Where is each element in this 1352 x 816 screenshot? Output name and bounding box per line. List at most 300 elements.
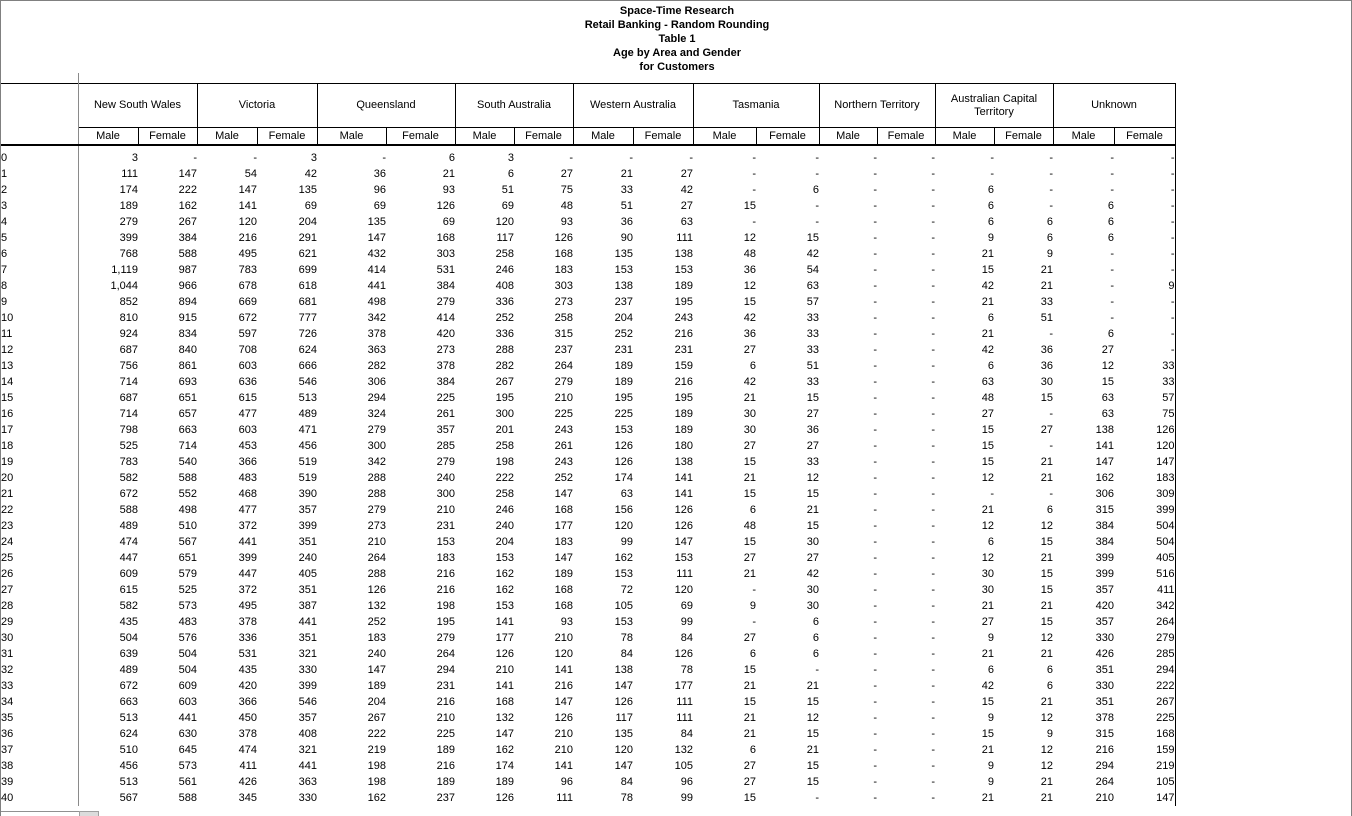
value-cell: 105 (614, 600, 633, 612)
value-cell: - (931, 440, 935, 452)
value-cell: 714 (119, 408, 138, 420)
table-row-age-15 (1, 390, 1175, 406)
value-cell: 384 (436, 280, 455, 292)
value-cell: 210 (436, 504, 455, 516)
value-cell: 15 (743, 200, 756, 212)
value-cell: 42 (743, 312, 756, 324)
value-cell: 285 (1114, 646, 1175, 662)
scrollbar-fragment[interactable] (79, 811, 99, 816)
value-cell: 195 (674, 296, 693, 308)
value-cell: 321 (298, 648, 317, 660)
value-cell: 330 (1095, 632, 1114, 644)
value-cell: 441 (238, 536, 257, 548)
table-row-age-32 (1, 662, 1175, 678)
value-cell: 504 (1114, 518, 1175, 534)
value-cell: 27 (1040, 424, 1053, 436)
value-cell: 9 (749, 600, 756, 612)
value-cell: 63 (1101, 392, 1114, 404)
value-cell: 363 (298, 776, 317, 788)
value-cell: 6 (1046, 232, 1053, 244)
value-cell: 372 (238, 520, 257, 532)
value-cell: 603 (238, 360, 257, 372)
value-cell: 147 (178, 168, 197, 180)
value-cell: 69 (304, 200, 317, 212)
value-cell: - (931, 584, 935, 596)
value-cell: 861 (178, 360, 197, 372)
value-cell: 189 (614, 376, 633, 388)
value-cell: 15 (1101, 376, 1114, 388)
bottom-grid-line (1, 811, 81, 812)
value-cell: 414 (367, 264, 386, 276)
value-cell: 162 (367, 792, 386, 804)
value-cell: - (1110, 312, 1114, 324)
age-label: 2 (1, 182, 78, 198)
value-cell: - (873, 424, 877, 436)
value-cell: 639 (119, 648, 138, 660)
value-cell: 768 (119, 248, 138, 260)
gender-header-male: Male (573, 128, 633, 146)
age-label: 28 (1, 598, 78, 614)
value-cell: 78 (620, 792, 633, 804)
value-cell: 6 (1046, 504, 1053, 516)
value-cell: 21 (806, 680, 819, 692)
value-cell: 12 (1040, 744, 1053, 756)
table-row-age-35 (1, 710, 1175, 726)
value-cell: 315 (1095, 728, 1114, 740)
value-cell: 147 (614, 680, 633, 692)
value-cell: 51 (620, 200, 633, 212)
value-cell: 336 (495, 296, 514, 308)
value-cell: 597 (238, 328, 257, 340)
value-cell: - (1114, 214, 1175, 230)
value-cell: 21 (743, 568, 756, 580)
value-cell: 336 (238, 632, 257, 644)
table-row-age-4 (1, 214, 1175, 230)
value-cell: 27 (806, 440, 819, 452)
value-cell: 15 (806, 232, 819, 244)
column-group-header-northern-territory: Northern Territory (819, 84, 935, 128)
value-cell: 27 (1101, 344, 1114, 356)
value-cell: 243 (554, 424, 573, 436)
table-row-age-17 (1, 422, 1175, 438)
value-cell: 321 (298, 744, 317, 756)
value-cell: 411 (1114, 582, 1175, 598)
value-cell: 69 (501, 200, 514, 212)
value-cell: 174 (495, 760, 514, 772)
value-cell: 162 (495, 584, 514, 596)
value-cell: 15 (806, 520, 819, 532)
value-cell: 126 (367, 584, 386, 596)
value-cell: 21 (620, 168, 633, 180)
table-row-age-33 (1, 678, 1175, 694)
value-cell: 27 (680, 168, 693, 180)
value-cell: 6 (987, 312, 994, 324)
value-cell: 504 (178, 664, 197, 676)
value-cell: 36 (1040, 344, 1053, 356)
value-cell: - (931, 360, 935, 372)
value-cell: 240 (436, 472, 455, 484)
report-title-line-3: Table 1 (658, 33, 696, 45)
value-cell: - (931, 344, 935, 356)
value-cell: 357 (298, 504, 317, 516)
value-cell: 441 (367, 280, 386, 292)
value-cell: 273 (436, 344, 455, 356)
value-cell: 351 (1095, 696, 1114, 708)
value-cell: 300 (367, 440, 386, 452)
value-cell: 411 (239, 760, 257, 772)
value-cell: 183 (554, 536, 573, 548)
value-cell: 21 (981, 328, 994, 340)
value-cell: 258 (554, 312, 573, 324)
age-label: 11 (1, 326, 78, 342)
value-cell: 678 (238, 280, 257, 292)
value-cell: 15 (743, 792, 756, 804)
value-cell: 78 (620, 632, 633, 644)
age-label: 34 (1, 694, 78, 710)
value-cell: 15 (743, 456, 756, 468)
value-cell: - (873, 248, 877, 260)
value-cell: 561 (178, 776, 197, 788)
value-cell: 267 (367, 712, 386, 724)
value-cell: 240 (495, 520, 514, 532)
value-cell: 216 (674, 328, 693, 340)
value-cell: 489 (298, 408, 317, 420)
age-label: 30 (1, 630, 78, 646)
value-cell: 447 (238, 568, 257, 580)
value-cell: 159 (674, 360, 693, 372)
age-label: 33 (1, 678, 78, 694)
value-cell: 21 (1040, 456, 1053, 468)
value-cell: 231 (674, 344, 693, 356)
age-label: 1 (1, 166, 78, 182)
value-cell: 708 (238, 344, 257, 356)
value-cell: 63 (1101, 408, 1114, 420)
value-cell: - (752, 152, 756, 164)
value-cell: 510 (178, 520, 197, 532)
value-cell: 267 (1114, 694, 1175, 710)
value-cell: - (873, 760, 877, 772)
value-cell: - (1114, 166, 1175, 182)
value-cell: 126 (674, 520, 693, 532)
value-cell: 84 (680, 728, 693, 740)
value-cell: 141 (554, 664, 573, 676)
value-cell: 714 (178, 440, 197, 452)
value-cell: 588 (178, 792, 197, 804)
value-cell: - (931, 280, 935, 292)
value-cell: 498 (367, 296, 386, 308)
value-cell: 378 (238, 728, 257, 740)
age-label: 35 (1, 710, 78, 726)
value-cell: 441 (298, 616, 317, 628)
value-cell: 153 (674, 264, 693, 276)
value-cell: - (873, 232, 877, 244)
column-group-header-western-australia: Western Australia (573, 84, 693, 128)
age-label: 23 (1, 518, 78, 534)
value-cell: 168 (436, 232, 455, 244)
table-row-age-1 (1, 166, 1175, 182)
age-label: 13 (1, 358, 78, 374)
value-cell: 21 (981, 504, 994, 516)
value-cell: 120 (614, 744, 633, 756)
value-cell: - (873, 632, 877, 644)
value-cell: - (253, 152, 257, 164)
value-cell: 210 (554, 744, 573, 756)
age-label: 37 (1, 742, 78, 758)
value-cell: - (873, 600, 877, 612)
age-label: 19 (1, 454, 78, 470)
value-cell: 15 (1040, 392, 1053, 404)
value-cell: - (815, 664, 819, 676)
value-cell: 195 (614, 392, 633, 404)
value-cell: 330 (298, 664, 317, 676)
value-cell: 282 (367, 360, 386, 372)
value-cell: 216 (436, 568, 455, 580)
age-column-separator-tick (78, 73, 79, 83)
value-cell: 27 (743, 760, 756, 772)
value-cell: 132 (367, 600, 386, 612)
value-cell: - (931, 488, 935, 500)
value-cell: 33 (806, 344, 819, 356)
table-row-age-13 (1, 358, 1175, 374)
value-cell: 189 (554, 568, 573, 580)
value-cell: 141 (674, 472, 693, 484)
value-cell: 264 (436, 648, 455, 660)
value-cell: 210 (554, 392, 573, 404)
table-row-age-23 (1, 518, 1175, 534)
value-cell: 33 (620, 184, 633, 196)
value-cell: - (873, 296, 877, 308)
value-cell: - (931, 632, 935, 644)
gender-header-female: Female (633, 128, 693, 146)
value-cell: 495 (238, 600, 257, 612)
value-cell: 426 (1095, 648, 1114, 660)
value-cell: - (931, 456, 935, 468)
value-cell: - (931, 504, 935, 516)
value-cell: 57 (806, 296, 819, 308)
value-cell: 21 (1040, 600, 1053, 612)
value-cell: 120 (495, 216, 514, 228)
value-cell: - (1110, 264, 1114, 276)
value-cell: 51 (806, 360, 819, 372)
value-cell: 468 (238, 488, 257, 500)
value-cell: 519 (298, 456, 317, 468)
table-row-age-34 (1, 694, 1175, 710)
value-cell: 693 (178, 376, 197, 388)
value-cell: 588 (178, 248, 197, 260)
value-cell: - (931, 536, 935, 548)
value-cell: 141 (238, 200, 257, 212)
value-cell: 237 (554, 344, 573, 356)
value-cell: 21 (981, 248, 994, 260)
value-cell: 84 (620, 776, 633, 788)
value-cell: - (873, 216, 877, 228)
age-label: 39 (1, 774, 78, 790)
value-cell: 636 (238, 376, 257, 388)
value-cell: 477 (238, 408, 257, 420)
gender-header-female: Female (257, 128, 317, 146)
value-cell: 495 (238, 248, 257, 260)
value-cell: 147 (238, 184, 257, 196)
value-cell: 27 (743, 344, 756, 356)
value-cell: 126 (554, 232, 573, 244)
age-label: 40 (1, 790, 78, 806)
value-cell: 330 (298, 792, 317, 804)
value-cell: 120 (554, 648, 573, 660)
value-cell: 111 (556, 792, 573, 804)
value-cell: 210 (495, 664, 514, 676)
value-cell: - (931, 200, 935, 212)
report-title-line-2: Retail Banking - Random Rounding (584, 19, 770, 31)
value-cell: 48 (981, 392, 994, 404)
value-cell: 279 (436, 296, 455, 308)
value-cell: 582 (119, 600, 138, 612)
value-cell: 54 (806, 264, 819, 276)
value-cell: 315 (554, 328, 573, 340)
value-cell: 126 (614, 456, 633, 468)
value-cell: 504 (178, 648, 197, 660)
value-cell: 153 (495, 600, 514, 612)
value-cell: 9 (1046, 248, 1053, 260)
value-cell: - (1114, 145, 1175, 166)
value-cell: 582 (119, 472, 138, 484)
value-cell: 342 (367, 312, 386, 324)
value-cell: 216 (674, 376, 693, 388)
value-cell: 384 (1095, 520, 1114, 532)
value-cell: 279 (1114, 630, 1175, 646)
value-cell: 420 (238, 680, 257, 692)
value-cell: - (193, 152, 197, 164)
value-cell: 651 (178, 392, 197, 404)
value-cell: 306 (1095, 488, 1114, 500)
table-row-age-27 (1, 582, 1175, 598)
value-cell: 525 (178, 584, 197, 596)
value-cell: 264 (1095, 776, 1114, 788)
value-cell: 450 (238, 712, 257, 724)
table-row-age-36 (1, 726, 1175, 742)
value-cell: 756 (119, 360, 138, 372)
table-row-age-8 (1, 278, 1175, 294)
gender-header-row (1, 128, 1175, 146)
value-cell: 357 (436, 424, 455, 436)
value-cell: 30 (743, 424, 756, 436)
value-cell: 261 (554, 440, 573, 452)
value-cell: 498 (178, 504, 197, 516)
table-row-age-6 (1, 246, 1175, 262)
value-cell: - (1114, 262, 1175, 278)
value-cell: 609 (178, 680, 197, 692)
value-cell: - (1114, 294, 1175, 310)
value-cell: 252 (554, 472, 573, 484)
value-cell: 6 (812, 184, 819, 196)
value-cell: 447 (119, 552, 138, 564)
value-cell: 33 (1040, 296, 1053, 308)
table-row-age-29 (1, 614, 1175, 630)
value-cell: 924 (119, 328, 138, 340)
value-cell: 504 (119, 632, 138, 644)
age-label: 36 (1, 726, 78, 742)
value-cell: 198 (367, 776, 386, 788)
value-cell: 138 (614, 280, 633, 292)
value-cell: 399 (1095, 552, 1114, 564)
value-cell: - (931, 680, 935, 692)
value-cell: 195 (495, 392, 514, 404)
value-cell: 9 (987, 712, 994, 724)
age-label: 6 (1, 246, 78, 262)
corner-cell (1, 84, 78, 146)
value-cell: 30 (743, 408, 756, 420)
value-cell: - (1114, 230, 1175, 246)
value-cell: 483 (178, 616, 197, 628)
value-cell: 21 (1040, 648, 1053, 660)
value-cell: 21 (806, 744, 819, 756)
value-cell: - (752, 616, 756, 628)
gender-header-male: Male (197, 128, 257, 146)
value-cell: 663 (178, 424, 197, 436)
value-cell: 342 (367, 456, 386, 468)
age-label: 24 (1, 534, 78, 550)
value-cell: 576 (178, 632, 197, 644)
value-cell: 288 (495, 344, 514, 356)
value-cell: 222 (495, 472, 514, 484)
value-cell: 6 (987, 536, 994, 548)
age-label: 20 (1, 470, 78, 486)
value-cell: 567 (178, 536, 197, 548)
value-cell: 777 (298, 312, 317, 324)
value-cell: 267 (495, 376, 514, 388)
value-cell: - (569, 152, 573, 164)
value-cell: 510 (119, 744, 138, 756)
value-cell: 219 (1114, 758, 1175, 774)
value-cell: 141 (495, 616, 514, 628)
value-cell: - (1110, 296, 1114, 308)
table-row-age-18 (1, 438, 1175, 454)
value-cell: 6 (987, 200, 994, 212)
value-cell: 252 (614, 328, 633, 340)
value-cell: 132 (674, 744, 693, 756)
value-cell: 1,119 (111, 264, 138, 276)
value-cell: 162 (495, 568, 514, 580)
value-cell: 120 (1114, 438, 1175, 454)
table-row-age-40 (1, 790, 1175, 806)
value-cell: - (931, 216, 935, 228)
table-row-age-31 (1, 646, 1175, 662)
value-cell: 15 (743, 696, 756, 708)
value-cell: 291 (298, 232, 317, 244)
value-cell: - (815, 152, 819, 164)
value-cell: - (931, 152, 935, 164)
table-row-age-0 (1, 145, 1175, 166)
value-cell: 513 (298, 392, 317, 404)
value-cell: 126 (674, 648, 693, 660)
value-cell: 237 (614, 296, 633, 308)
value-cell: 15 (1040, 536, 1053, 548)
age-label: 8 (1, 278, 78, 294)
value-cell: 630 (178, 728, 197, 740)
value-cell: 30 (981, 568, 994, 580)
value-cell: - (873, 648, 877, 660)
value-cell: 15 (743, 664, 756, 676)
table-row-age-37 (1, 742, 1175, 758)
value-cell: - (1110, 184, 1114, 196)
value-cell: 504 (1114, 534, 1175, 550)
value-cell: - (931, 744, 935, 756)
value-cell: 6 (749, 360, 756, 372)
value-cell: 69 (373, 200, 386, 212)
value-cell: 231 (614, 344, 633, 356)
value-cell: 78 (680, 664, 693, 676)
value-cell: 15 (806, 776, 819, 788)
value-cell: 156 (614, 504, 633, 516)
